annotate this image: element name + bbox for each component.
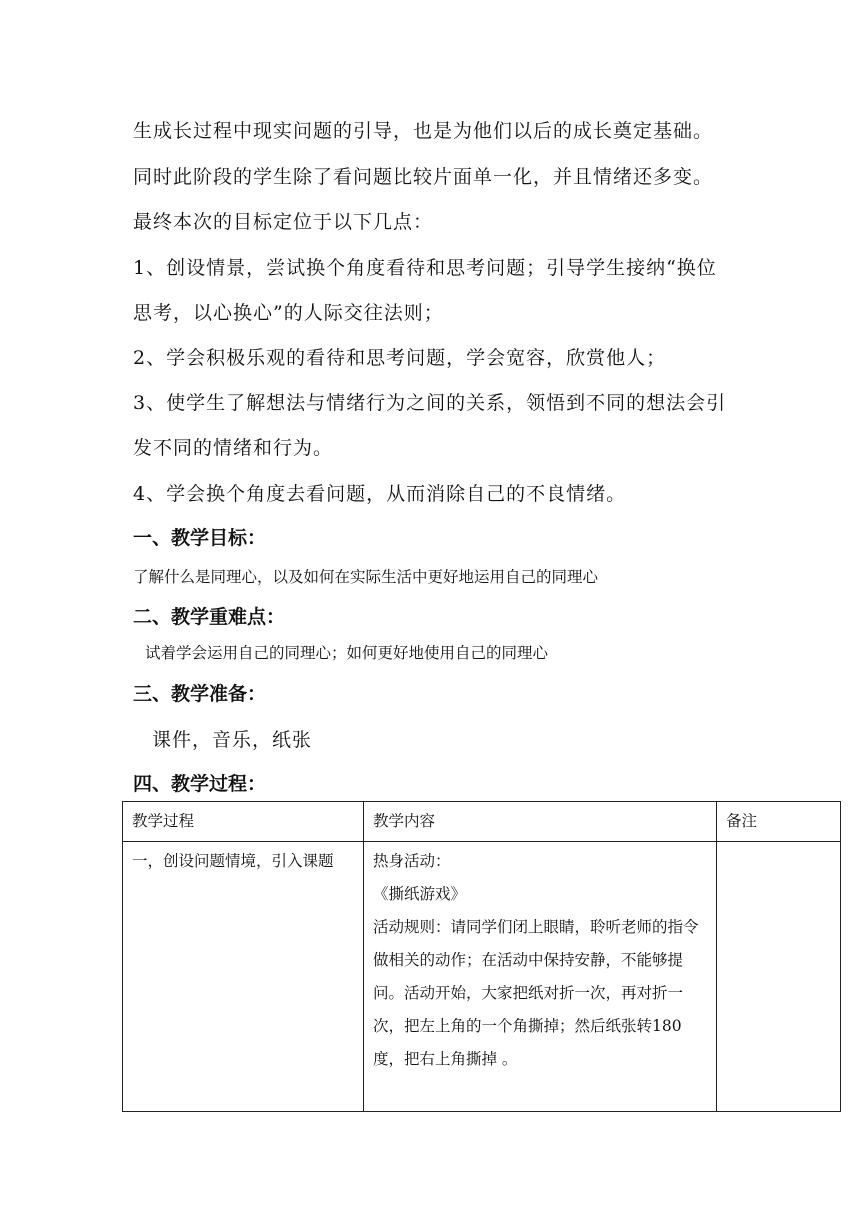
content-line-2: 《撕纸游戏》 (373, 885, 467, 903)
goal-1-line-b: 思考，以心换心”的人际交往法则； (133, 302, 444, 324)
intro-line-3: 最终本次的目标定位于以下几点： (133, 211, 434, 233)
table-row (123, 842, 841, 1112)
intro-line-1: 生成长过程中现实问题的引导，也是为他们以后的成长奠定基础。 (133, 120, 714, 142)
table-header-row (123, 802, 841, 842)
section-2-text: 试着学会运用自己的同理心；如何更好地使用自己的同理心 (145, 644, 549, 662)
row-content (364, 842, 717, 1112)
section-1-title: 一、教学目标： (133, 527, 267, 549)
goal-1-line-a: 1、创设情景，尝试换个角度看待和思考问题；引导学生接纳“换位 (133, 257, 717, 279)
header-note: 备注 (717, 802, 841, 842)
intro-line-2: 同时此阶段的学生除了看问题比较片面单一化，并且情绪还多变。 (133, 166, 714, 188)
section-3-title: 三、教学准备： (133, 683, 267, 705)
lesson-table (122, 801, 841, 1112)
goal-4: 4、学会换个角度去看问题，从而消除自己的不良情绪。 (133, 483, 627, 505)
section-4-title: 四、教学过程： (133, 773, 267, 795)
goal-3-line-b: 发不同的情绪和行为。 (133, 437, 334, 459)
header-content: 教学内容 (364, 802, 717, 842)
goal-2: 2、学会积极乐观的看待和思考问题，学会宽容，欣赏他人； (133, 347, 667, 369)
section-3-text: 课件，音乐，纸张 (152, 729, 313, 751)
content-line-1: 热身活动： (373, 852, 451, 870)
header-process: 教学过程 (123, 802, 364, 842)
section-1-text: 了解什么是同理心，以及如何在实际生活中更好地运用自己的同理心 (133, 568, 599, 586)
section-2-title: 二、教学重难点： (133, 606, 286, 628)
goal-3-line-a: 3、使学生了解想法与情绪行为之间的关系，领悟到不同的想法会引 (133, 392, 727, 414)
row-process: 一，创设问题情境，引入课题 (123, 842, 364, 1112)
content-line-3: 活动规则：请同学们闭上眼睛，聆听老师的指令做相关的动作；在活动中保持安静，不能够提问。活动开始，大家把纸对折一次，再对折一次，把左上角的一个角撕掉；然后纸张转180度，把右上角撕掉 。 (373, 918, 699, 1068)
row-note (717, 842, 841, 1112)
